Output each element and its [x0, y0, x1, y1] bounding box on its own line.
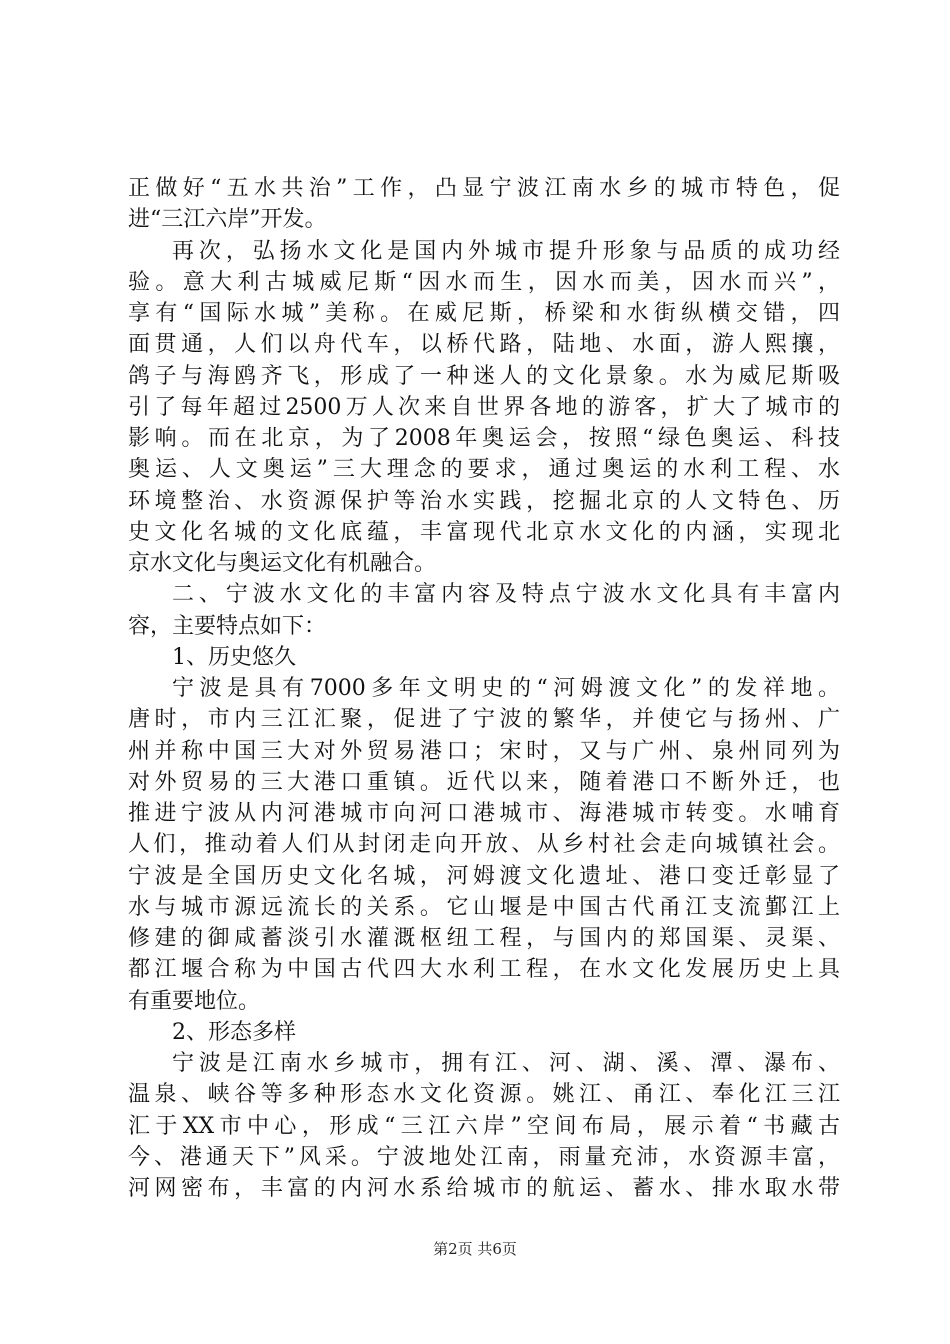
text-line: 对外贸易的三大港口重镇。近代以来，随着港口不断外迁，也 — [128, 769, 840, 795]
text-line: 进“三江六岸”开发。 — [128, 207, 327, 233]
text-line: 2、形态多样 — [172, 1019, 296, 1045]
document-body — [128, 173, 840, 1204]
text-line: 宁波是江南水乡城市，拥有江、河、湖、溪、潭、瀑布、 — [172, 1051, 840, 1076]
text-line: 影响。而在北京，为了2008年奥运会，按照“绿色奥运、科技 — [128, 426, 840, 451]
text-line: 推进宁波从内河港城市向河口港城市、海港城市转变。水哺育 — [128, 801, 840, 826]
text-line: 唐时，市内三江汇聚，促进了宁波的繁华，并使它与扬州、广 — [128, 707, 840, 733]
text-line: 验。意大利古城威尼斯“因水而生，因水而美，因水而兴”， — [128, 269, 840, 295]
text-line: 宁波是具有7000多年文明史的“河姆渡文化”的发祥地。 — [172, 676, 840, 701]
text-line: 州并称中国三大对外贸易港口；宋时，又与广州、泉州同列为 — [128, 738, 840, 764]
text-line: 人们，推动着人们从封闭走向开放、从乡村社会走向城镇社会。 — [128, 832, 840, 858]
text-line: 修建的御咸蓄淡引水灌溉枢纽工程，与国内的郑国渠、灵渠、 — [128, 926, 840, 951]
text-line: 河网密布，丰富的内河水系给城市的航运、蓄水、排水取水带 — [128, 1176, 840, 1201]
text-line: 二、宁波水文化的丰富内容及特点宁波水文化具有丰富内 — [172, 582, 840, 608]
text-line: 宁波是全国历史文化名城，河姆渡文化遗址、港口变迁彰显了 — [128, 863, 840, 889]
text-line: 引了每年超过2500万人次来自世界各地的游客，扩大了城市的 — [128, 394, 840, 420]
text-line: 京水文化与奥运文化有机融合。 — [128, 551, 437, 576]
text-line: 水与城市源远流长的关系。它山堰是中国古代甬江支流鄞江上 — [128, 894, 840, 920]
text-line: 史文化名城的文化底蕴，丰富现代北京水文化的内涵，实现北 — [128, 519, 840, 545]
text-line: 容，主要特点如下： — [128, 613, 327, 639]
text-line: 奥运、人文奥运”三大理念的要求，通过奥运的水利工程、水 — [128, 457, 840, 483]
text-line: 1、历史悠久 — [172, 644, 296, 670]
text-line: 今、港通天下”风采。宁波地处江南，雨量充沛，水资源丰富， — [128, 1144, 840, 1170]
text-line: 正做好“五水共治”工作，凸显宁波江南水乡的城市特色，促 — [128, 176, 840, 201]
text-line: 汇于XX市中心，形成“三江六岸”空间布局，展示着“书藏古 — [128, 1113, 840, 1139]
text-line: 再次，弘扬水文化是国内外城市提升形象与品质的成功经 — [172, 238, 840, 264]
text-line: 面贯通，人们以舟代车，以桥代路，陆地、水面，游人熙攘， — [128, 332, 840, 358]
text-line: 温泉、峡谷等多种形态水文化资源。姚江、甬江、奉化江三江 — [128, 1082, 840, 1108]
text-line: 享有“国际水城”美称。在威尼斯，桥梁和水街纵横交错，四 — [128, 301, 840, 326]
text-line: 都江堰合称为中国古代四大水利工程，在水文化发展历史上具 — [128, 957, 840, 983]
text-line: 环境整治、水资源保护等治水实践，挖掘北京的人文特色、历 — [128, 488, 840, 514]
page-number-footer: 第2页 共6页 — [433, 1240, 517, 1258]
text-line: 有重要地位。 — [128, 988, 261, 1014]
text-line: 鸽子与海鸥齐飞，形成了一种迷人的文化景象。水为威尼斯吸 — [128, 363, 840, 389]
